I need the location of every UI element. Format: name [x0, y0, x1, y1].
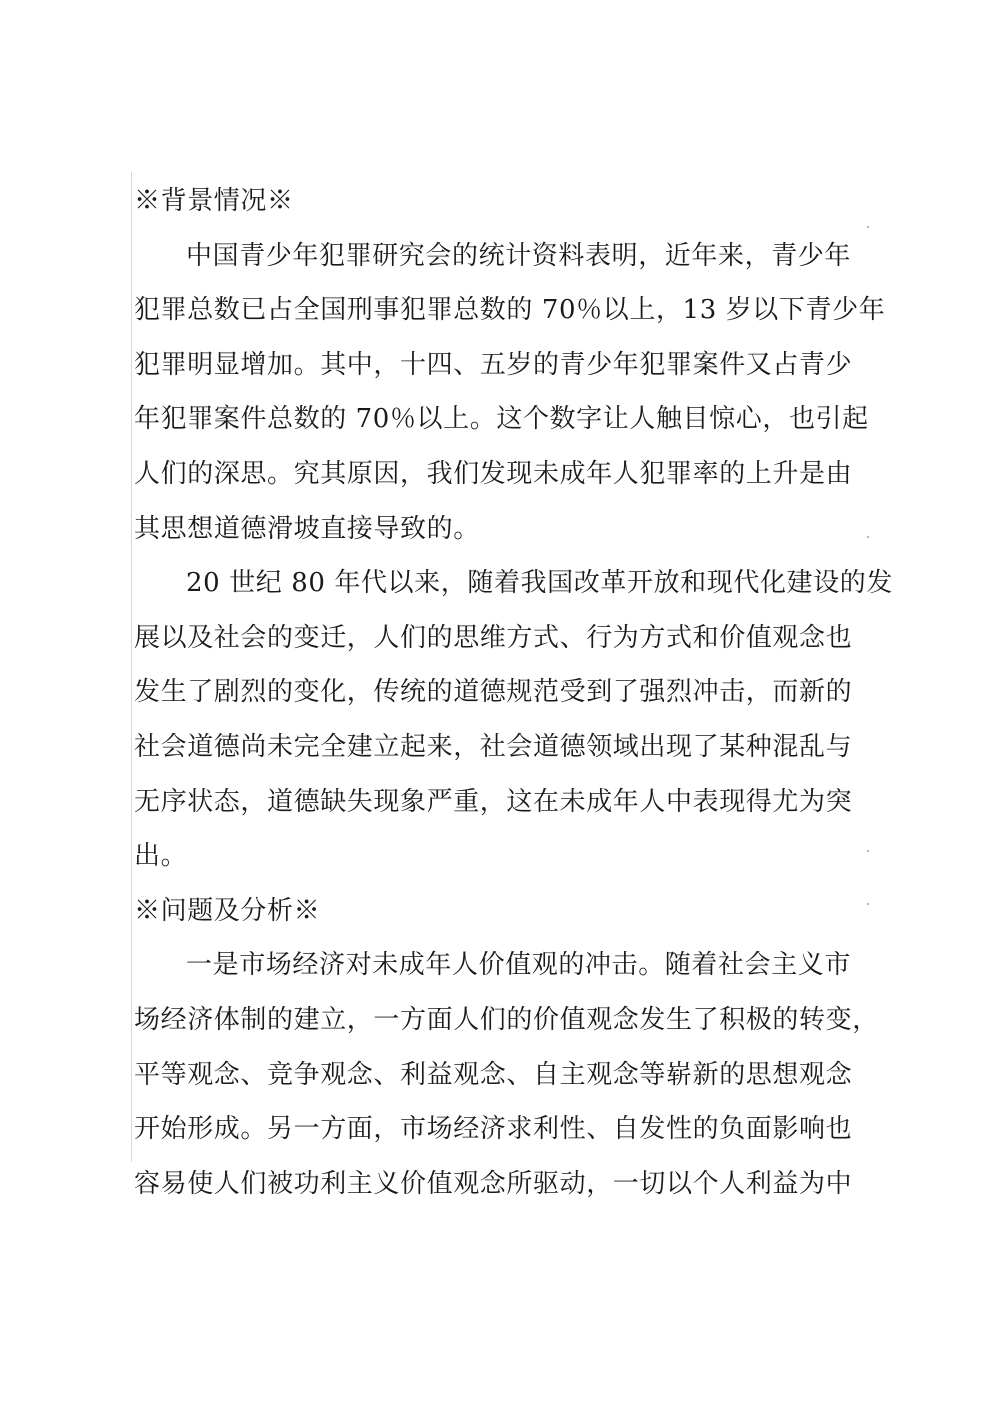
paragraph-line: 其思想道德滑坡直接导致的。	[134, 513, 480, 544]
paragraph-line: 犯罪明显增加。其中，十四、五岁的青少年犯罪案件又占青少	[134, 349, 853, 380]
margin-mark	[867, 903, 869, 905]
paragraph-background-2	[134, 556, 893, 884]
margin-mark	[867, 536, 869, 538]
paragraph-line: 无序状态，道德缺失现象严重，这在未成年人中表现得尤为突	[134, 786, 853, 817]
paragraph-line: 犯罪总数已占全国刑事犯罪总数的 70％以上，13 岁以下青少年	[134, 295, 886, 326]
paragraph-line: 一是市场经济对未成年人价值观的冲击。随着社会主义市	[186, 950, 852, 981]
page-margin-rule	[131, 172, 132, 1162]
paragraph-line: 年犯罪案件总数的 70％以上。这个数字让人触目惊心，也引起	[134, 404, 869, 435]
section-heading-analysis: ※问题及分析※	[134, 895, 321, 926]
paragraph-line: 容易使人们被功利主义价值观念所驱动，一切以个人利益为中	[134, 1168, 853, 1199]
paragraph-background-1	[134, 229, 886, 557]
paragraph-line: 展以及社会的变迁，人们的思维方式、行为方式和价值观念也	[134, 622, 853, 653]
paragraph-line: 开始形成。另一方面，市场经济求利性、自发性的负面影响也	[134, 1114, 853, 1145]
document-body	[134, 174, 893, 1211]
paragraph-line: 20 世纪 80 年代以来，随着我国改革开放和现代化建设的发	[186, 568, 893, 599]
paragraph-analysis-1	[134, 938, 879, 1211]
paragraph-line: 出。	[134, 841, 188, 872]
margin-mark	[867, 850, 869, 852]
section-heading-background: ※背景情况※	[134, 186, 294, 216]
paragraph-line: 人们的深思。究其原因，我们发现未成年人犯罪率的上升是由	[134, 458, 853, 489]
paragraph-line: 中国青少年犯罪研究会的统计资料表明，近年来，青少年	[186, 240, 852, 271]
paragraph-line: 场经济体制的建立，一方面人们的价值观念发生了积极的转变，	[134, 1004, 879, 1035]
paragraph-line: 平等观念、竞争观念、利益观念、自主观念等崭新的思想观念	[134, 1059, 853, 1090]
paragraph-line: 社会道德尚未完全建立起来，社会道德领域出现了某种混乱与	[134, 731, 853, 762]
paragraph-line: 发生了剧烈的变化，传统的道德规范受到了强烈冲击，而新的	[134, 677, 853, 708]
margin-mark	[867, 226, 869, 228]
